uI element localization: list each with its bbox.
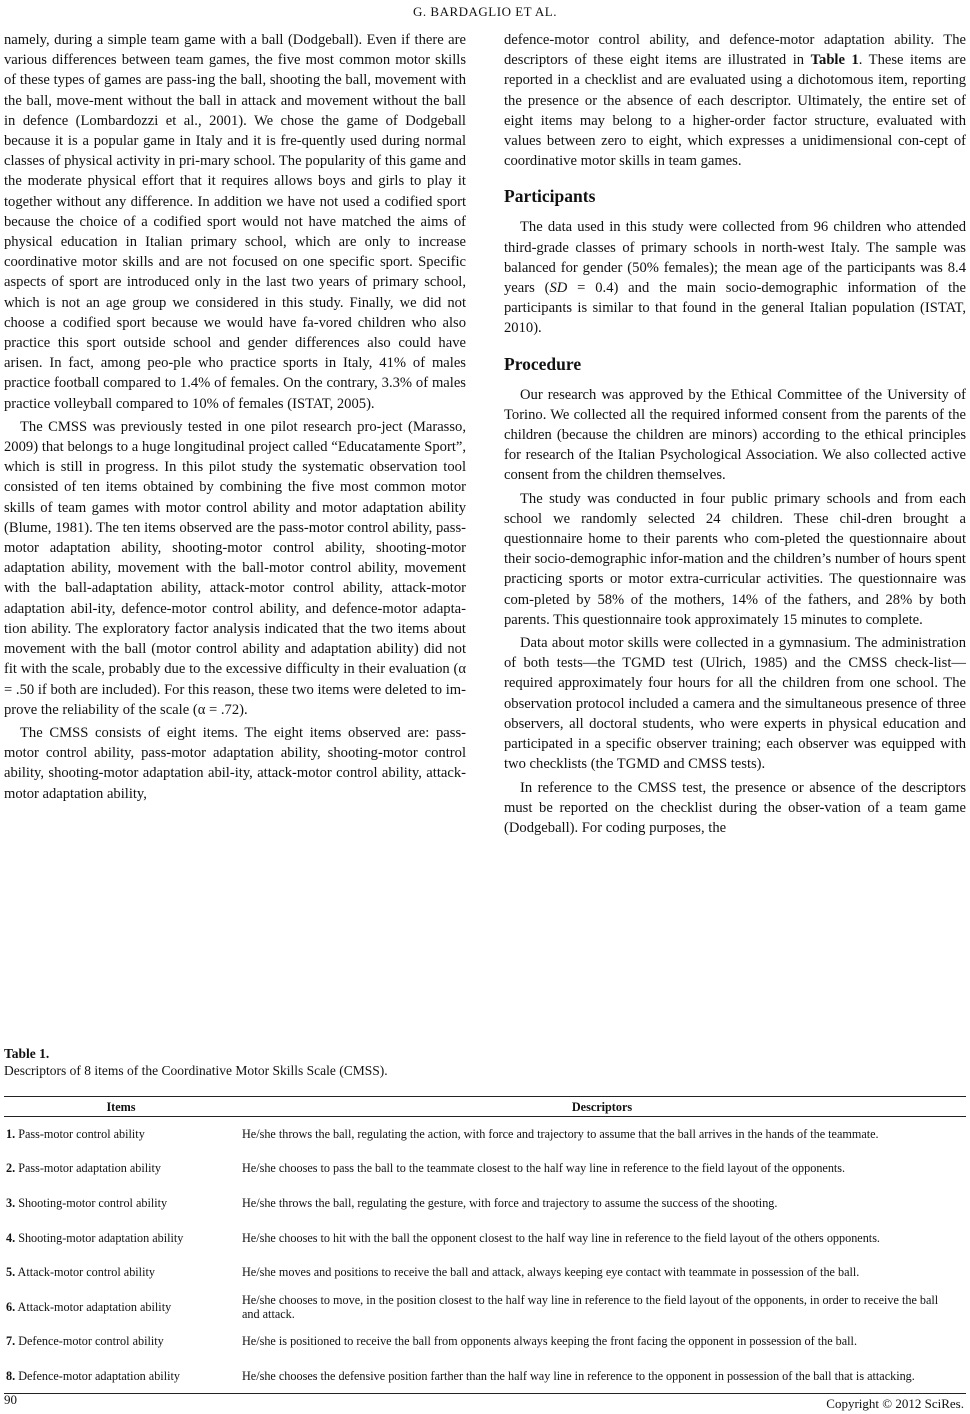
item-label: Pass-motor adaptation ability bbox=[18, 1161, 162, 1176]
item-cell bbox=[4, 1359, 238, 1394]
table-row bbox=[4, 1289, 966, 1324]
column-header-items: Items bbox=[4, 1097, 238, 1117]
body-paragraph: The CMSS consists of eight items. The eight items observed are: pass-motor control ability, pass-motor adaptation ability, shooting-motor control ability, shooting-motor adaptation abil-ity, attack-motor control ability, attack-motor adaptation ability, bbox=[4, 724, 466, 802]
item-label: Shooting-motor adaptation ability bbox=[18, 1230, 184, 1245]
body-paragraph: The study was conducted in four public primary schools and from each school we randomly selected 24 children. These chil-dren brought a questionnaire home to their parents who com-pleted the questionnaire about their socio-demographic infor-mation and the children’s number of hours spent practicing sports or motor extra-curricular activities. The questionnaire was com-pleted by 58% of the mothers, 14% of the fathers, and 28% by both parents. This questionnaire took approximately 15 minutes to complete. bbox=[504, 490, 966, 628]
item-number: 2. bbox=[6, 1161, 16, 1176]
descriptor-cell: He/she is positioned to receive the ball from opponents always keeping the front facing the opponent in possession of the ball. bbox=[242, 1334, 857, 1349]
sd-symbol: SD bbox=[549, 280, 568, 297]
copyright-notice: Copyright © 2012 SciRes. bbox=[826, 1396, 964, 1411]
column-header-descriptors: Descriptors bbox=[238, 1097, 966, 1117]
item-number: 3. bbox=[6, 1195, 16, 1210]
left-column bbox=[4, 30, 466, 804]
item-label: Pass-motor control ability bbox=[18, 1127, 145, 1142]
item-label: Attack-motor control ability bbox=[17, 1265, 155, 1280]
descriptor-cell: He/she chooses to hit with the ball the opponent closest to the half way line in reference to the field layout of the others opponents. bbox=[242, 1230, 880, 1245]
body-paragraph: Data about motor skills were collected in a gymnasium. The administration of both tests—the TGMD test (Ulrich, 1985) and the CMSS check-list—required approximately four hours for all the children from one school. The observation protocol included a camera and the simultaneous presence of three observers, all doctoral students, who were experts in physical education and participated in a specific observer training; each observer was equipped with two checklists (the TGMD and CMSS tests). bbox=[504, 635, 966, 773]
page-number: 90 bbox=[4, 1392, 17, 1407]
section-heading-procedure: Procedure bbox=[504, 353, 582, 374]
table-row bbox=[4, 1117, 966, 1152]
item-cell bbox=[4, 1220, 238, 1255]
table-row bbox=[4, 1359, 966, 1394]
item-number: 7. bbox=[6, 1334, 16, 1349]
item-number: 1. bbox=[6, 1127, 16, 1142]
table-reference: Table 1 bbox=[810, 52, 859, 69]
item-label: Defence-motor adaptation ability bbox=[18, 1368, 180, 1383]
body-paragraph: In reference to the CMSS test, the presence or absence of the descriptors must be reported on the checklist during the obser-vation of a team game (Dodgeball). For coding purposes, the bbox=[504, 779, 966, 836]
item-cell bbox=[4, 1151, 238, 1186]
descriptor-cell: He/she chooses to pass the ball to the teammate closest to the half way line in reference to the field layout of the opponents. bbox=[242, 1161, 846, 1176]
table-title: Table 1. bbox=[4, 1046, 50, 1061]
descriptor-cell: He/she chooses the defensive position farther than the half way line in reference to the opponent in possession of the ball that is attacking. bbox=[238, 1359, 966, 1394]
descriptor-cell: He/she throws the ball, regulating the gesture, with force and trajectory to assume the success of the shooting. bbox=[242, 1195, 778, 1210]
item-number: 4. bbox=[6, 1230, 16, 1245]
table-row bbox=[4, 1220, 966, 1255]
descriptor-cell: He/she chooses to move, in the position closest to the half way line in reference to the field layout of the opponents, in order to receive the ball and attack. bbox=[242, 1292, 939, 1321]
item-cell bbox=[4, 1186, 238, 1221]
body-paragraph: Our research was approved by the Ethical Committee of the University of Torino. We collected all the required informed consent from the parents of the children (because the children are minors) according to the ethical principles for research of the Italian Psychological Association. We also collected active consent from the children themselves. bbox=[504, 386, 966, 484]
table-row bbox=[4, 1324, 966, 1359]
item-label: Attack-motor adaptation ability bbox=[17, 1299, 172, 1314]
table-row bbox=[4, 1186, 966, 1221]
body-text: . These items are reported in a checklist and are evaluated using a dichotomous item, reporting the presence or the absence of each descriptor. Ultimately, the entire set of eight items may belong to a higher-order factor structure, evaluated with values between zero to eight, which expresses a unidimensional con-cept of coordinative motor skills in team games. bbox=[504, 52, 966, 170]
item-cell bbox=[4, 1289, 238, 1324]
item-number: 5. bbox=[6, 1265, 16, 1280]
body-paragraph: The CMSS was previously tested in one pilot research pro-ject (Marasso, 2009) that belongs to a huge longitudinal project called “Educatamente Sport”, which is still in progress. In this pilot study the systematic observation tool consisted of ten items obtained by combining the five most common motor skills of team games with motor control ability and motor adaptation ability (Blume, 1981). The ten items observed are the pass-motor control ability, pass-motor adaptation ability, shooting-motor control ability, shooting-motor adaptation ability, movement with the ball-motor control ability, movement with the ball-adaptation ability, attack-motor control ability, attack-motor adaptation abil-ity, defence-motor control ability, and defence-motor adapta-tion ability. The exploratory factor analysis indicated that the two items about movement with the ball (motor control ability and adaptation ability) did not fit with the scale, probably due to the excessive difficulty in their evaluation (α = .50 if both are included). For this reason, these two items were deleted to im-prove the reliability of the scale (α = .72). bbox=[4, 418, 466, 718]
item-cell bbox=[4, 1255, 238, 1290]
item-label: Defence-motor control ability bbox=[18, 1334, 164, 1349]
table-row bbox=[4, 1255, 966, 1290]
body-text: The data used in this study were collected from 96 children who attended third-grade classes of primary schools in north-west Italy. The sample was balanced for gender (50% females); the mean age of the participants was 8.4 years ( bbox=[504, 219, 966, 297]
item-label: Shooting-motor control ability bbox=[18, 1195, 168, 1210]
descriptor-cell: He/she moves and positions to receive the ball and attack, always keeping eye contact with teammate in possession of the ball. bbox=[242, 1265, 860, 1280]
running-head: G. BARDAGLIO ET AL. bbox=[413, 4, 557, 19]
body-paragraph: namely, during a simple team game with a ball (Dodgeball). Even if there are various differences between team games, the five most common motor skills of these types of games are pass-ing the ball, shooting the ball, movement with the ball, move-ment without the ball in attack and movement without the ball in defence (Lombardozzi et al., 2001). We chose the game of Dodgeball because it is a popular game in Italy and it is fre-quently used during normal classes of physical activity in pri-mary school. The popularity of this game and the moderate physical effort that it requires allows boys and girls to play it together without any difference. In addition we have not used a codified sport because the choice of a codified sport would not have matched the aims of physical education in Italian primary school, which are only to increase coordinative motor skills and are not focused on one specific sport. Specific aspects of sport are introduced only in the last two years of primary school, which is not an age group we considered in this study. Finally, we did not choose a codified sport because we would have fa-vored children who also practice this sport outside school and gender differences also could have arisen. In fact, among peo-ple who practice sports in Italy, 41% of males practice football compared to 1.4% of females. On the contrary, 3.3% of males practice volleyball compared to 10% of females (ISTAT, 2005). bbox=[4, 32, 466, 412]
body-paragraph bbox=[504, 30, 966, 171]
table-header-row bbox=[4, 1097, 966, 1117]
body-text: defence-motor control ability, and defence-motor adaptation ability. The descriptors of these eight items are illustrated in bbox=[504, 32, 966, 69]
section-heading-participants: Participants bbox=[504, 186, 596, 207]
item-cell bbox=[4, 1324, 238, 1359]
item-number: 6. bbox=[6, 1299, 16, 1314]
table-1 bbox=[4, 1045, 966, 1394]
right-column bbox=[504, 30, 966, 838]
body-paragraph bbox=[504, 217, 966, 338]
table-row bbox=[4, 1151, 966, 1186]
item-number: 8. bbox=[6, 1368, 16, 1383]
table-caption: Descriptors of 8 items of the Coordinative Motor Skills Scale (CMSS). bbox=[4, 1063, 388, 1078]
descriptor-cell: He/she throws the ball, regulating the action, with force and trajectory to assume that the ball arrives in the hands of the teammate. bbox=[242, 1127, 879, 1142]
descriptors-table bbox=[4, 1096, 966, 1394]
body-text: = 0.4) and the main socio-demographic information of the participants is similar to that found in the general Italian population (ISTAT, 2010). bbox=[504, 280, 966, 337]
item-cell bbox=[4, 1117, 238, 1152]
